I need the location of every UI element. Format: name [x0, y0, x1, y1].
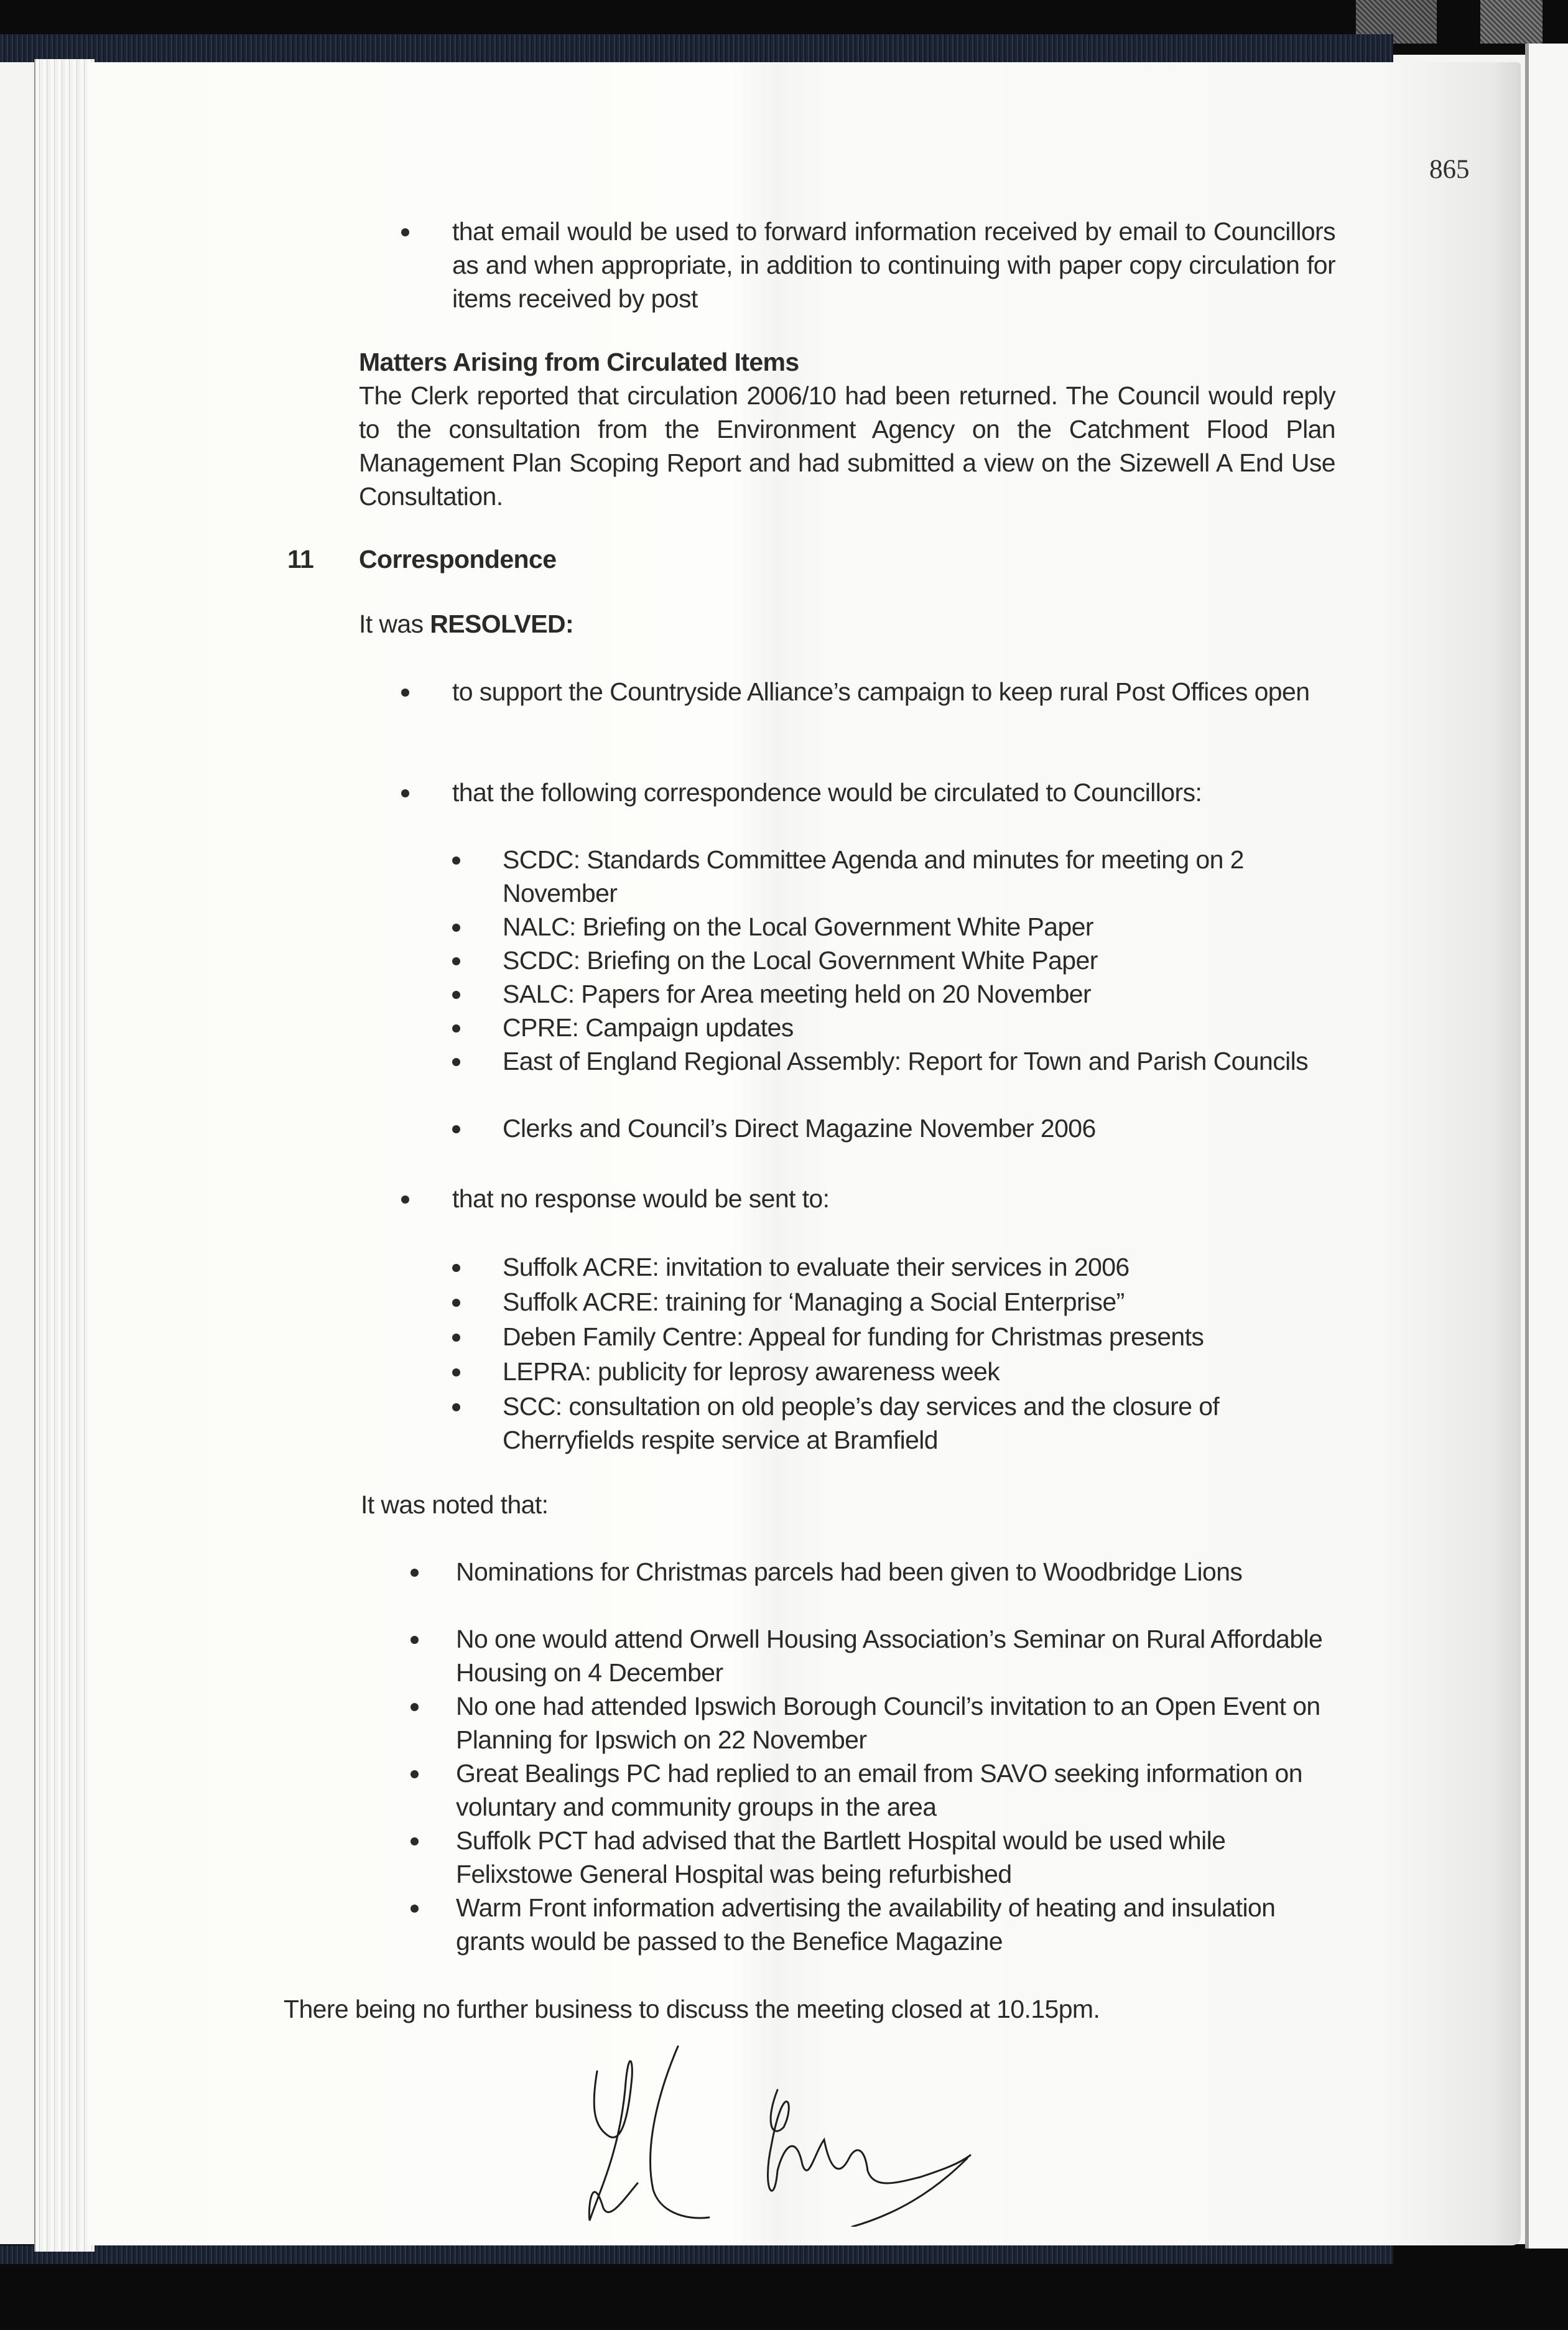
bullet-icon — [452, 1334, 460, 1342]
noted-item: No one had attended Ipswich Borough Council’s invitation to an Open Event on Planning for Ipswich on 22 November — [456, 1692, 1320, 1754]
list-item — [452, 1250, 460, 1272]
no-response-item: Suffolk ACRE: invitation to evaluate their services in 2006 — [503, 1253, 1130, 1281]
no-response-item: LEPRA: publicity for leprosy awareness week — [503, 1357, 1000, 1386]
resolution-text: that the following correspondence would be circulated to Councillors: — [452, 778, 1202, 807]
list-item — [452, 977, 460, 999]
bullet-icon — [452, 924, 460, 932]
bullet-icon — [452, 1024, 460, 1033]
bullet-icon — [411, 1770, 419, 1778]
facing-page-edge — [1525, 44, 1568, 2249]
bullet-icon — [411, 1837, 419, 1845]
page-number: 865 — [1429, 155, 1470, 184]
bullet-icon — [401, 228, 409, 236]
list-item — [452, 944, 460, 965]
section-number: 11 — [287, 545, 314, 573]
bullet-icon — [452, 1403, 460, 1411]
noted-intro: It was noted that: — [361, 1490, 549, 1519]
bullet-icon — [452, 1299, 460, 1307]
bullet-icon — [411, 1636, 419, 1644]
list-item — [401, 1182, 409, 1204]
list-item — [452, 1011, 460, 1033]
page-stack-edges — [34, 59, 95, 2252]
bullet-icon — [411, 1703, 419, 1711]
matters-arising-body: The Clerk reported that circulation 2006/10 had been returned. The Council would reply to the consultation from the Environment Agency on the Catchment Flood Plan Management Plan Scoping Report and had submitted a view on the Sizewell A End Use Consultation. — [359, 381, 1335, 511]
email-resolution-text: that email would be used to forward information received by email to Councillors as and when appropriate, in addition to continuing with paper copy circulation for items received by post — [452, 217, 1335, 313]
bullet-icon — [401, 689, 409, 697]
list-item — [401, 776, 409, 797]
bullet-icon — [452, 957, 460, 965]
bullet-icon — [452, 1368, 460, 1376]
closing-statement: There being no further business to discuss the meeting closed at 10.15pm. — [284, 1995, 1100, 2023]
noted-item: Suffolk PCT had advised that the Bartlett Hospital would be used while Felixstowe General Hospital was being refurbished — [456, 1826, 1226, 1888]
bullet-icon — [452, 1264, 460, 1272]
list-item — [452, 843, 460, 865]
circulated-item: Clerks and Council’s Direct Magazine November 2006 — [503, 1114, 1096, 1143]
circulated-item: NALC: Briefing on the Local Government White Paper — [503, 912, 1093, 941]
resolved-label: RESOLVED: — [430, 610, 574, 638]
matters-arising-heading: Matters Arising from Circulated Items — [359, 348, 799, 376]
list-item — [411, 1555, 419, 1577]
bullet-icon — [452, 1125, 460, 1133]
circulated-item: SALC: Papers for Area meeting held on 20 November — [503, 980, 1092, 1008]
circulated-item: SCDC: Standards Committee Agenda and minutes for meeting on 2 November — [503, 845, 1244, 907]
resolved-prefix: It was — [359, 610, 430, 638]
list-item — [411, 1891, 419, 1913]
bullet-icon — [411, 1905, 419, 1913]
resolution-text: that no response would be sent to: — [452, 1184, 830, 1213]
bullet-icon — [452, 856, 460, 865]
list-item — [401, 215, 409, 236]
circulated-item: CPRE: Campaign updates — [503, 1013, 794, 1042]
list-item — [411, 1622, 419, 1644]
list-item — [411, 1757, 419, 1778]
list-item — [452, 910, 460, 932]
bullet-icon — [401, 789, 409, 797]
noted-item: No one would attend Orwell Housing Association’s Seminar on Rural Affordable Housing on 4 December — [456, 1625, 1323, 1687]
circulated-item: East of England Regional Assembly: Report for Town and Parish Councils — [503, 1047, 1309, 1075]
bullet-icon — [401, 1195, 409, 1204]
list-item — [452, 1112, 460, 1133]
bullet-icon — [452, 991, 460, 999]
list-item — [452, 1320, 460, 1342]
bullet-icon — [411, 1569, 419, 1577]
noted-item: Nominations for Christmas parcels had been given to Woodbridge Lions — [456, 1557, 1243, 1586]
binding-cloth-top — [0, 34, 1393, 62]
list-item — [411, 1689, 419, 1711]
signature-image — [585, 2021, 1207, 2227]
list-item — [452, 1390, 460, 1411]
resolution-text: to support the Countryside Alliance’s campaign to keep rural Post Offices open — [452, 677, 1310, 706]
noted-item: Warm Front information advertising the availability of heating and insulation grants would be passed to the Benefice Magazine — [456, 1893, 1276, 1956]
binding-cloth-bottom — [0, 2245, 1393, 2264]
list-item — [401, 675, 409, 697]
no-response-item: Deben Family Centre: Appeal for funding for Christmas presents — [503, 1322, 1204, 1351]
list-item — [452, 1044, 460, 1066]
circulated-item: SCDC: Briefing on the Local Government White Paper — [503, 946, 1098, 975]
list-item — [452, 1355, 460, 1376]
list-item — [452, 1285, 460, 1307]
no-response-item: SCC: consultation on old people’s day services and the closure of Cherryfields respite service at Bramfield — [503, 1392, 1220, 1454]
binder-clip — [1480, 0, 1542, 44]
resolved-intro — [359, 607, 573, 641]
bullet-icon — [452, 1058, 460, 1066]
section-heading: Correspondence — [359, 545, 557, 573]
noted-item: Great Bealings PC had replied to an email from SAVO seeking information on voluntary and community groups in the area — [456, 1759, 1302, 1821]
no-response-item: Suffolk ACRE: training for ‘Managing a Social Enterprise” — [503, 1288, 1125, 1316]
list-item — [411, 1824, 419, 1845]
